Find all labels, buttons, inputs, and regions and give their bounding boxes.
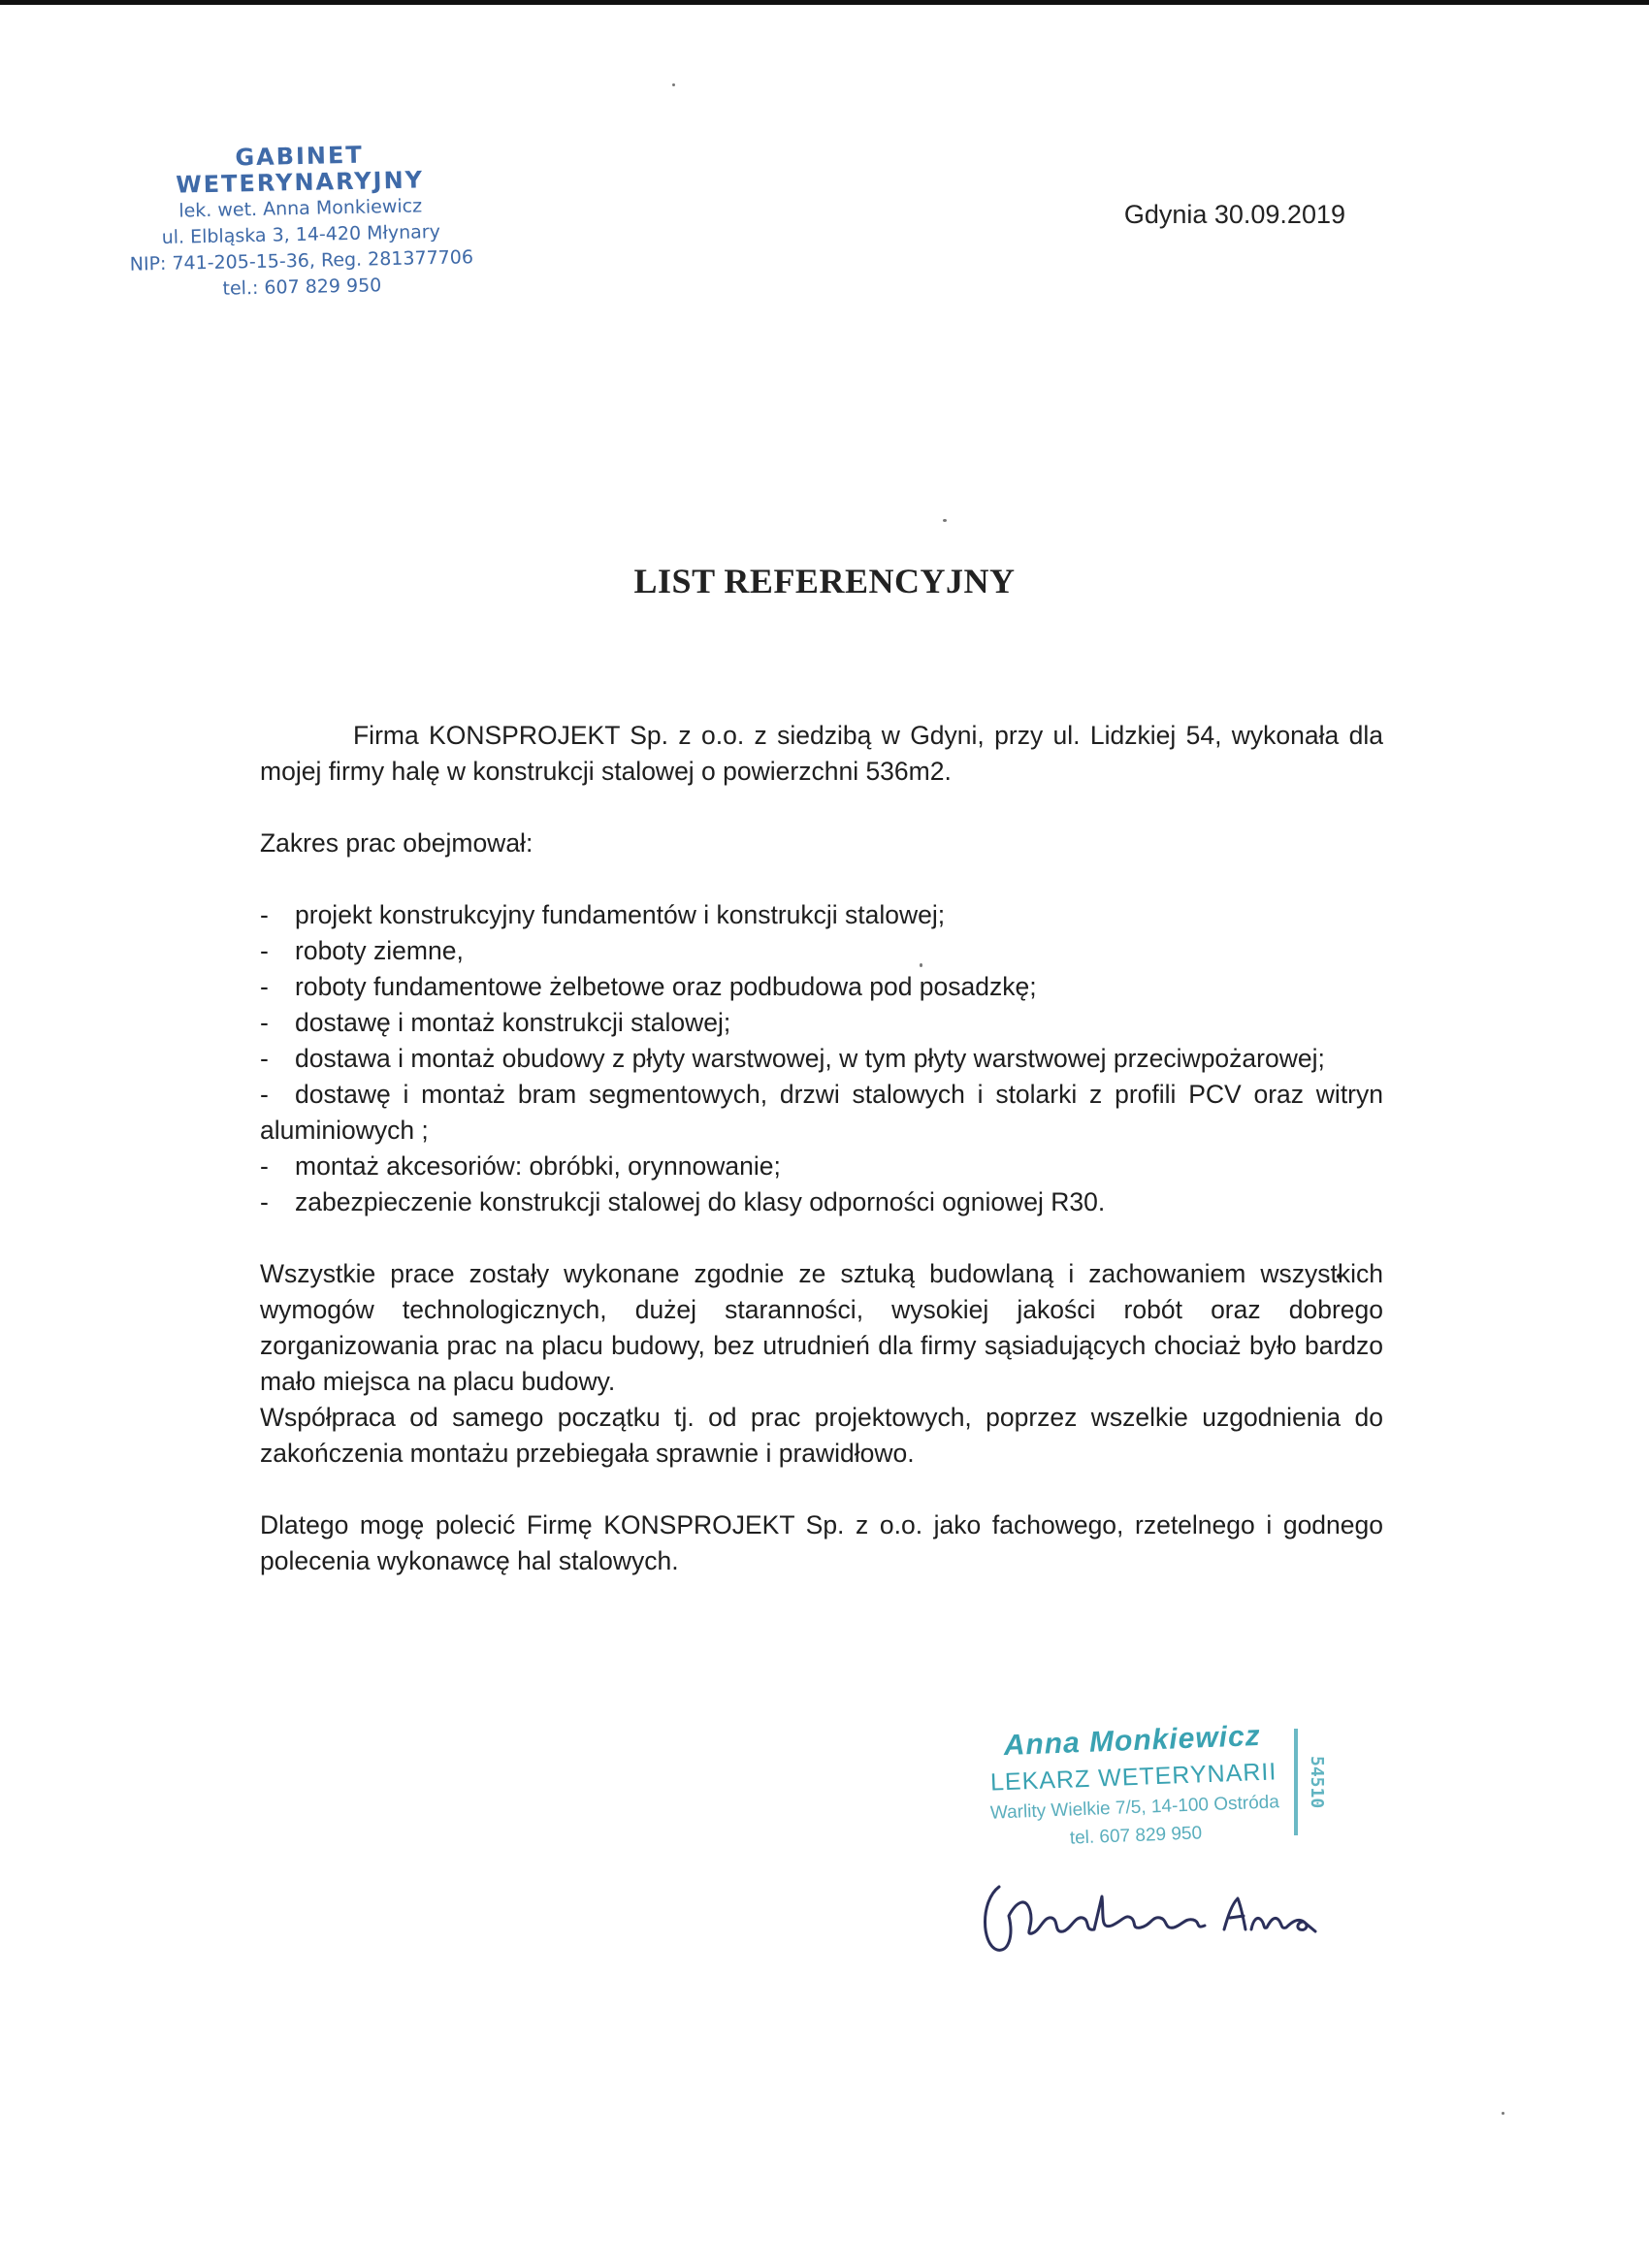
header-stamp-nip: NIP: 741-205-15-36, Reg. 281377706 bbox=[129, 246, 474, 275]
scope-item: - dostawę i montaż bram segmentowych, drzwi stalowych i stolarki z profili PCV oraz witryn aluminiowych ; bbox=[260, 1080, 1383, 1145]
scope-item: - projekt konstrukcyjny fundamentów i konstrukcji stalowej; bbox=[260, 900, 946, 929]
scan-speck bbox=[1502, 2112, 1504, 2115]
scope-item: - dostawę i montaż konstrukcji stalowej; bbox=[260, 1008, 731, 1037]
scope-item: - montaż akcesoriów: obróbki, orynnowanie; bbox=[260, 1151, 781, 1181]
scope-item: - roboty fundamentowe żelbetowe oraz podbudowa pod posadzkę; bbox=[260, 972, 1037, 1001]
scope-item: - roboty ziemne, bbox=[260, 936, 464, 965]
scope-item: - zabezpieczenie konstrukcji stalowej do klasy odporności ogniowej R30. bbox=[260, 1187, 1106, 1216]
scan-speck bbox=[672, 83, 675, 86]
scan-speck bbox=[943, 519, 947, 522]
header-stamp-tel: tel.: 607 829 950 bbox=[222, 275, 382, 300]
document-body bbox=[260, 718, 1383, 1579]
signature-stamp bbox=[972, 1716, 1297, 1857]
scope-list bbox=[260, 897, 1383, 1220]
document-date: Gdynia 30.09.2019 bbox=[1123, 200, 1345, 229]
handwritten-signature bbox=[970, 1858, 1339, 1964]
stamp-code: 54510 bbox=[1307, 1755, 1327, 1809]
intro-paragraph: Firma KONSPROJEKT Sp. z o.o. z siedzibą w Gdyni, przy ul. Lidzkiej 54, wykonała dla mojej firmy halę w konstrukcji stalowej o powierzchni 536m2. bbox=[260, 721, 1383, 786]
document-title: LIST REFERENCYJNY bbox=[633, 562, 1016, 600]
stamp-role: LEKARZ WETERYNARII bbox=[989, 1758, 1277, 1797]
quality-paragraph: Wszystkie prace zostały wykonane zgodnie ze sztuką budowlaną i zachowaniem wszystkich wymogów technologicznych, dużej staranności, wysokiej jakości robót oraz dobrego zorganizowania prac na placu budowy, bez utrudnień dla firmy sąsiadujących chociaż było bardzo mało miejsca na placu budowy. bbox=[260, 1259, 1383, 1396]
recommendation-paragraph: Dlatego mogę polecić Firmę KONSPROJEKT Sp. z o.o. jako fachowego, rzetelnego i godnego polecenia wykonawcę hal stalowych. bbox=[260, 1510, 1383, 1575]
header-stamp-address: ul. Elbląska 3, 14-420 Młynary bbox=[161, 220, 441, 249]
cooperation-paragraph: Współpraca od samego początku tj. od prac projektowych, poprzez wszelkie uzgodnienia do zakończenia montażu przebiegała sprawnie i prawidłowo. bbox=[260, 1403, 1383, 1468]
stamp-tel: tel. 607 829 950 bbox=[1069, 1823, 1203, 1849]
header-stamp-owner: lek. wet. Anna Monkiewicz bbox=[178, 195, 423, 222]
stamp-address: Warlity Wielkie 7/5, 14-100 Ostróda bbox=[989, 1792, 1280, 1824]
scope-item: - dostawa i montaż obudowy z płyty warstwowej, w tym płyty warstwowej przeciwpożarowej; bbox=[260, 1044, 1325, 1073]
header-stamp bbox=[114, 140, 486, 305]
scope-heading: Zakres prac obejmował: bbox=[260, 828, 534, 858]
stamp-bar bbox=[1294, 1729, 1298, 1835]
stamp-name: Anna Monkiewicz bbox=[1003, 1719, 1262, 1763]
scan-edge bbox=[0, 0, 1649, 5]
header-stamp-title: GABINET WETERYNARYJNY bbox=[175, 141, 425, 199]
